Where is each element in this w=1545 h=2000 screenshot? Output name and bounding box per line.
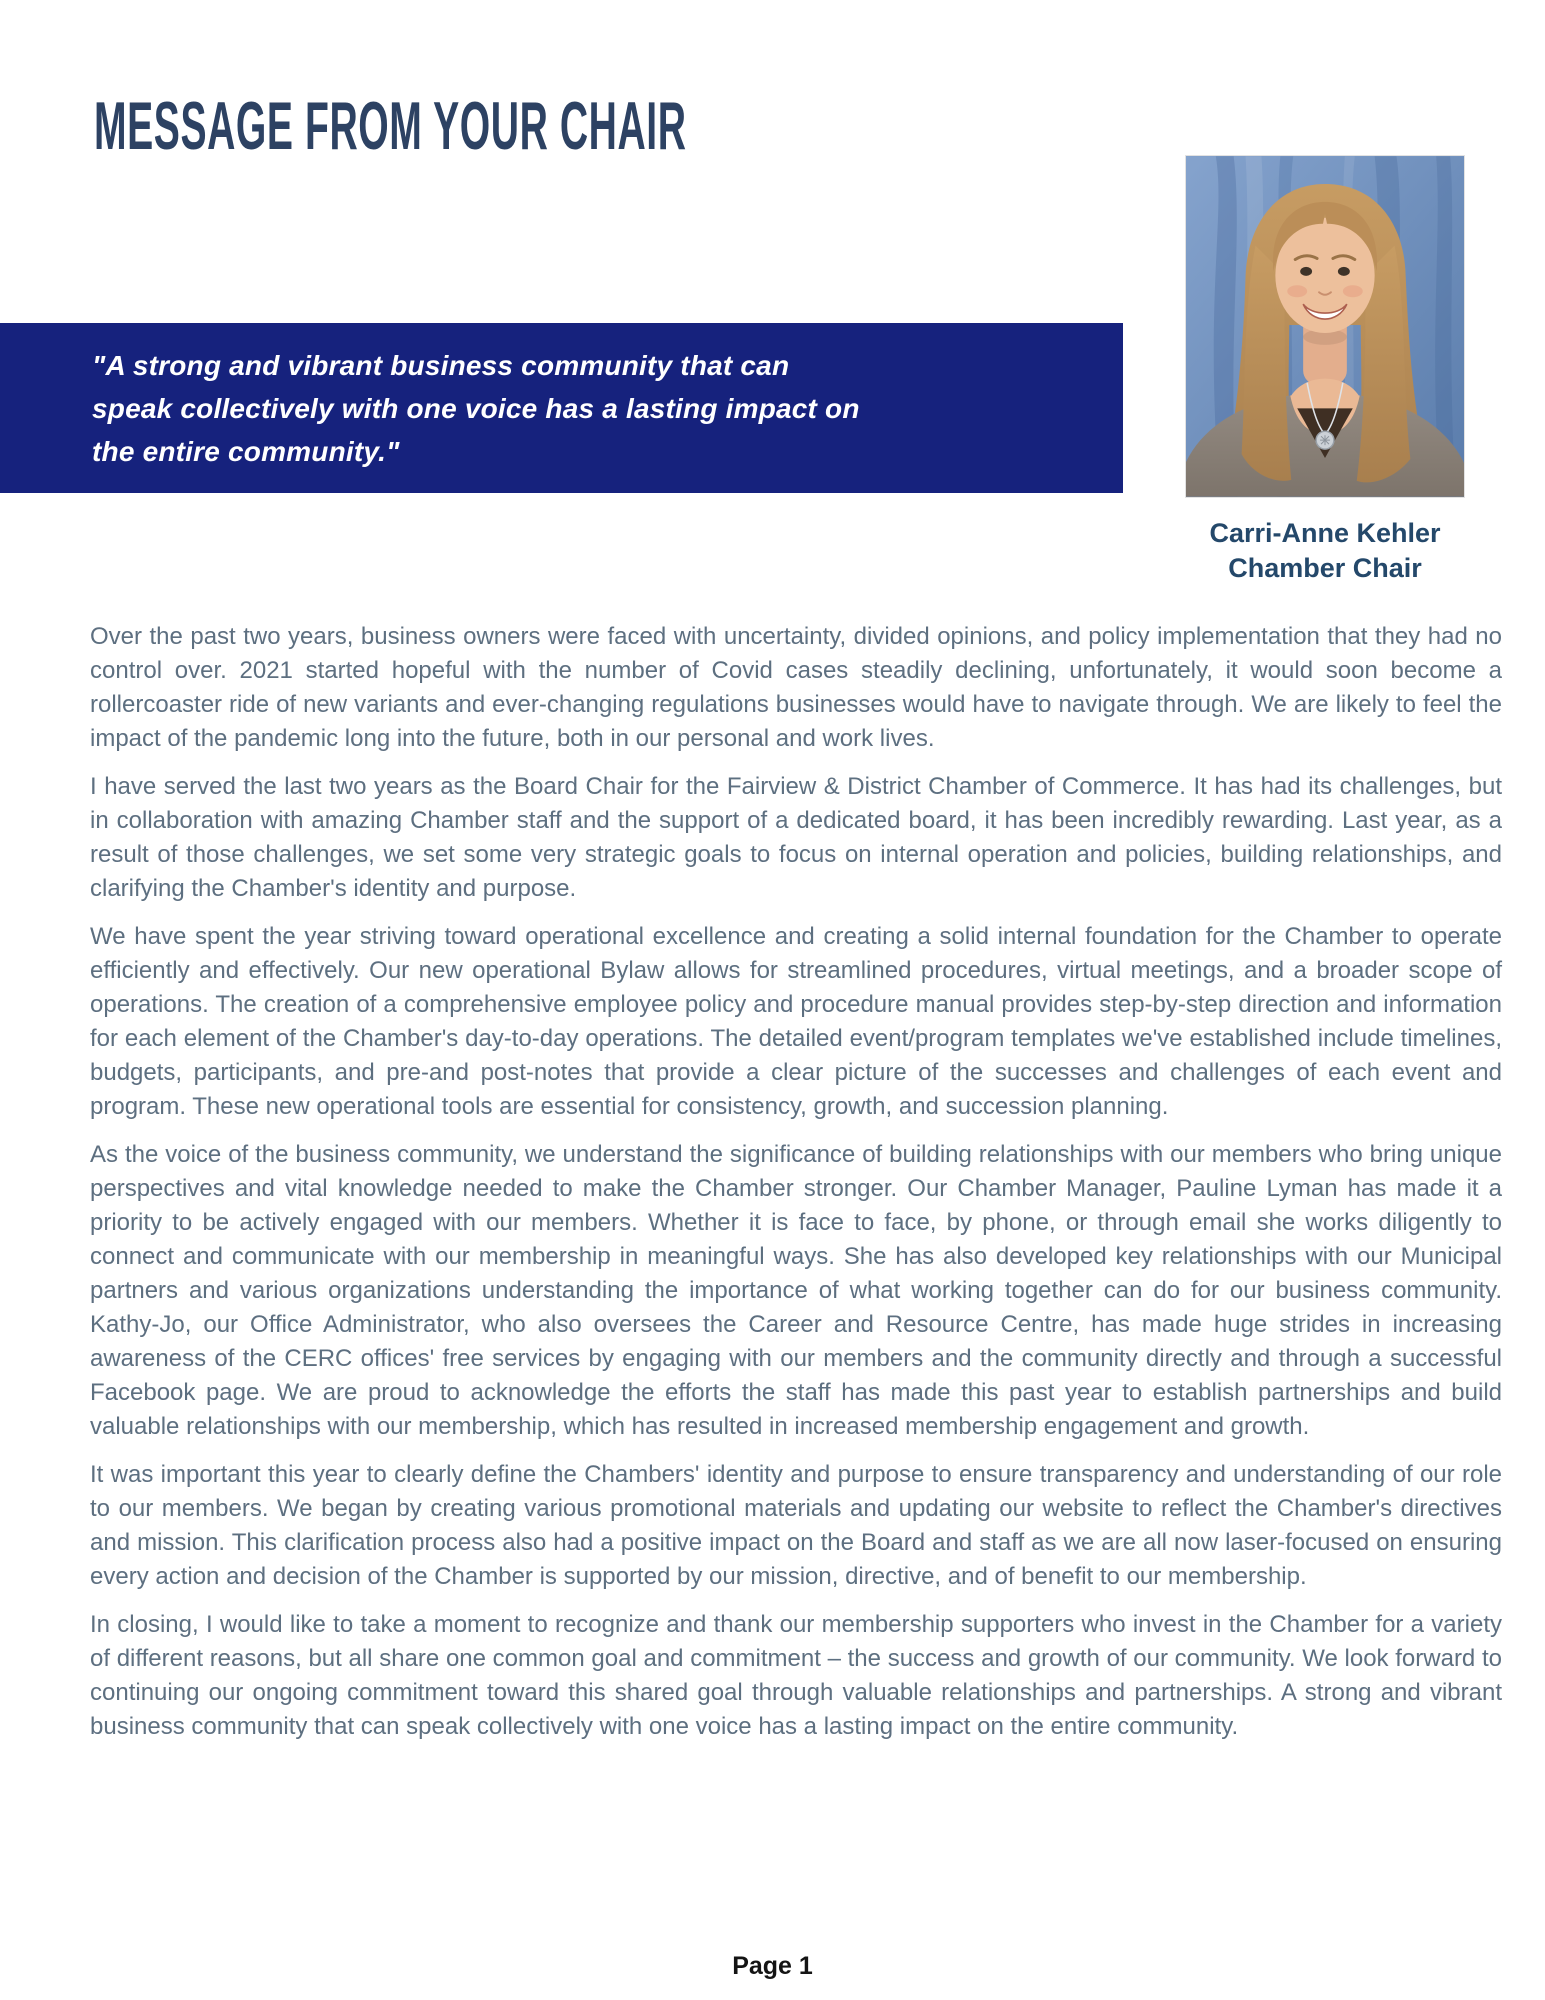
paragraph: As the voice of the business community, we understand the significance of building relationships with our members who bring unique perspectives and vital knowledge needed to make the Chamber stronger. Our Chamber Manager, Pauline Lyman has made it a priority to be actively engaged with our members. Whether it is face to face, by phone, or through email she works diligently to connect and communicate with our membership in meaningful ways. She has also developed key relationships with our Municipal partners and various organizations understanding the importance of what working together can do for our business community. Kathy-Jo, our Office Administrator, who also oversees the Career and Resource Centre, has made huge strides in increasing awareness of the CERC offices' free services by engaging with our members and the community directly and through a successful Facebook page. We are proud to acknowledge the efforts the staff has made this past year to establish partnerships and build valuable relationships with our membership, which has resulted in increased membership engagement and growth. xyxy=(90,1141,1502,1440)
quote-line: the entire community." xyxy=(92,436,400,467)
paragraph: In closing, I would like to take a moment to recognize and thank our membership supporters who invest in the Chamber for a variety of different reasons, but all share one common goal and commitment – the success and growth of our community. We look forward to continuing our ongoing commitment toward this shared goal through valuable relationships and partnerships. A strong and vibrant business community that can speak collectively with one voice has a lasting impact on the entire community. xyxy=(90,1611,1502,1740)
paragraph: It was important this year to clearly define the Chambers' identity and purpose to ensure transparency and understanding of our role to our members. We began by creating various promotional materials and updating our website to reflect the Chamber's directives and mission. This clarification process also had a positive impact on the Board and staff as we are all now laser-focused on ensuring every action and decision of the Chamber is supported by our mission, directive, and of benefit to our membership. xyxy=(90,1461,1502,1590)
paragraph: I have served the last two years as the Board Chair for the Fairview & District Chamber of Commerce. It has had its challenges, but in collaboration with amazing Chamber staff and the support of a dedicated board, it has been incredibly rewarding. Last year, as a result of those challenges, we set some very strategic goals to focus on internal operation and policies, building relationships, and clarifying the Chamber's identity and purpose. xyxy=(90,773,1502,902)
paragraph: Over the past two years, business owners were faced with uncertainty, divided opinions, and policy implementation that they had no control over. 2021 started hopeful with the number of Covid cases steadily declining, unfortunately, it would soon become a rollercoaster ride of new variants and ever-changing regulations businesses would have to navigate through. We are likely to feel the impact of the pandemic long into the future, both in our personal and work lives. xyxy=(90,623,1502,752)
caption-role: Chamber Chair xyxy=(1228,553,1422,583)
paragraph: We have spent the year striving toward operational excellence and creating a solid internal foundation for the Chamber to operate efficiently and effectively. Our new operational Bylaw allows for streamlined procedures, virtual meetings, and a broader scope of operations. The creation of a comprehensive employee policy and procedure manual provides step-by-step direction and information for each element of the Chamber's day-to-day operations. The detailed event/program templates we've established include timelines, budgets, participants, and pre-and post-notes that provide a clear picture of the successes and challenges of each event and program. These new operational tools are essential for consistency, growth, and succession planning. xyxy=(90,923,1502,1120)
quote-line: "A strong and vibrant business community that can xyxy=(92,350,790,381)
chair-photo-caption xyxy=(1185,516,1465,586)
quote-text xyxy=(92,344,860,473)
quote-banner xyxy=(0,323,1123,493)
caption-name: Carri-Anne Kehler xyxy=(1209,518,1441,548)
chair-portrait-photo xyxy=(1185,155,1465,498)
message-body xyxy=(90,620,1502,1758)
quote-line: speak collectively with one voice has a lasting impact on xyxy=(92,393,860,424)
chair-portrait-figure xyxy=(1185,155,1465,586)
page-number: Page 1 xyxy=(732,1952,813,1980)
page-title: MESSAGE FROM YOUR CHAIR xyxy=(94,88,687,164)
